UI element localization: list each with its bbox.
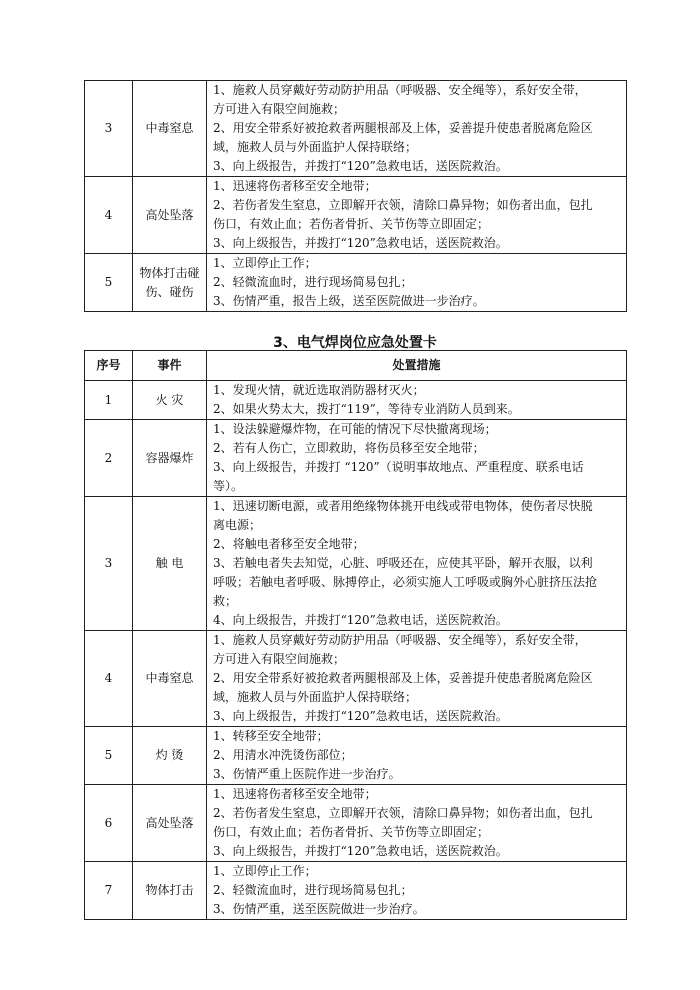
measure-line: 2、若有人伤亡，立即救助，将伤员移至安全地带； xyxy=(213,441,485,455)
row-event: 高处坠落 xyxy=(133,785,207,862)
measure-line: 域，施救人员与外面监护人保持联络； xyxy=(213,140,418,154)
measure-line: 2、轻微流血时，进行现场简易包扎； xyxy=(213,275,413,289)
measure-line: 3、向上级报告，并拨打“120”急救电话，送医院救治。 xyxy=(213,236,508,250)
measure-line: 3、伤情严重上医院作进一步治疗。 xyxy=(213,767,401,781)
continued-emergency-table xyxy=(84,80,627,312)
row-event: 物体打击碰伤、碰伤 xyxy=(133,254,207,312)
measure-line: 2、若伤者发生窒息，立即解开衣领，清除口鼻异物；如伤者出血，包扎 xyxy=(213,806,593,820)
row-measures xyxy=(207,631,627,727)
measure-line: 1、迅速将伤者移至安全地带； xyxy=(213,787,377,801)
measure-line: 1、迅速将伤者移至安全地带； xyxy=(213,179,377,193)
row-measures xyxy=(207,420,627,497)
measure-line: 2、将触电者移至安全地带； xyxy=(213,537,365,551)
table-row xyxy=(85,81,627,177)
header-no: 序号 xyxy=(85,351,133,381)
measure-line: 救； xyxy=(213,594,238,608)
row-number: 3 xyxy=(85,81,133,177)
measure-line: 等）。 xyxy=(213,479,244,493)
table-row xyxy=(85,177,627,254)
row-measures xyxy=(207,497,627,631)
welding-emergency-table xyxy=(84,350,627,920)
row-number: 6 xyxy=(85,785,133,862)
row-number: 4 xyxy=(85,631,133,727)
measure-line: 2、用安全带系好被抢救者两腿根部及上体，妥善提升使患者脱离危险区 xyxy=(213,121,593,135)
measure-line: 2、轻微流血时，进行现场简易包扎； xyxy=(213,883,413,897)
measure-line: 3、伤情严重，送至医院做进一步治疗。 xyxy=(213,902,425,916)
row-event: 物体打击 xyxy=(133,862,207,920)
measure-line: 2、用清水冲洗烫伤部位； xyxy=(213,748,353,762)
row-event: 中毒窒息 xyxy=(133,631,207,727)
row-event: 触 电 xyxy=(133,497,207,631)
table-row xyxy=(85,631,627,727)
table-row xyxy=(85,862,627,920)
header-measures: 处置措施 xyxy=(207,351,627,381)
measure-line: 1、发现火情，就近选取消防器材灭火； xyxy=(213,383,425,397)
measure-line: 3、向上级报告，并拨打“120”急救电话，送医院救治。 xyxy=(213,844,508,858)
measure-line: 离电源； xyxy=(213,518,262,532)
table-row xyxy=(85,727,627,785)
measure-line: 3、向上级报告，并拨打“120”急救电话，送医院救治。 xyxy=(213,709,508,723)
measure-line: 4、向上级报告，并拨打“120”急救电话，送医院救治。 xyxy=(213,613,508,627)
table-header-row xyxy=(85,351,627,381)
row-event: 高处坠落 xyxy=(133,177,207,254)
row-number: 1 xyxy=(85,381,133,420)
header-event: 事件 xyxy=(133,351,207,381)
measure-line: 3、若触电者失去知觉，心脏、呼吸还在，应使其平卧，解开衣服，以利 xyxy=(213,556,593,570)
measure-line: 3、伤情严重，报告上级，送至医院做进一步治疗。 xyxy=(213,294,485,308)
row-number: 5 xyxy=(85,727,133,785)
measure-line: 1、施救人员穿戴好劳动防护用品（呼吸器、安全绳等），系好安全带， xyxy=(213,83,587,97)
measure-line: 1、施救人员穿戴好劳动防护用品（呼吸器、安全绳等），系好安全带， xyxy=(213,633,587,647)
row-number: 7 xyxy=(85,862,133,920)
measure-line: 2、若伤者发生窒息，立即解开衣领，清除口鼻异物；如伤者出血，包扎 xyxy=(213,198,593,212)
row-event: 灼 烫 xyxy=(133,727,207,785)
measure-line: 伤口，有效止血；若伤者骨折、关节伤等立即固定； xyxy=(213,217,490,231)
row-measures xyxy=(207,862,627,920)
measure-line: 域，施救人员与外面监护人保持联络； xyxy=(213,690,418,704)
row-event: 容器爆炸 xyxy=(133,420,207,497)
row-measures xyxy=(207,254,627,312)
row-event: 火 灾 xyxy=(133,381,207,420)
row-measures xyxy=(207,177,627,254)
measure-line: 呼吸；若触电者呼吸、脉搏停止，必须实施人工呼吸或胸外心脏挤压法抢 xyxy=(213,575,598,589)
card-title: 3、电气焊岗位应急处置卡 xyxy=(273,335,437,351)
measure-line: 1、迅速切断电源，或者用绝缘物体挑开电线或带电物体，使伤者尽快脱 xyxy=(213,499,593,513)
measure-line: 3、向上级报告，并拨打“120”急救电话，送医院救治。 xyxy=(213,159,508,173)
table-row xyxy=(85,785,627,862)
measure-line: 2、如果火势太大，拨打“119”，等待专业消防人员到来。 xyxy=(213,402,520,416)
row-event: 中毒窒息 xyxy=(133,81,207,177)
row-number: 2 xyxy=(85,420,133,497)
row-measures xyxy=(207,785,627,862)
table-row xyxy=(85,254,627,312)
measure-line: 1、立即停止工作； xyxy=(213,256,317,270)
row-number: 3 xyxy=(85,497,133,631)
row-number: 5 xyxy=(85,254,133,312)
row-number: 4 xyxy=(85,177,133,254)
measure-line: 2、用安全带系好被抢救者两腿根部及上体，妥善提升使患者脱离危险区 xyxy=(213,671,593,685)
measure-line: 3、向上级报告，并拨打 “120”（说明事故地点、严重程度、联系电话 xyxy=(213,460,584,474)
table-row xyxy=(85,420,627,497)
table-row xyxy=(85,381,627,420)
measure-line: 1、设法躲避爆炸物，在可能的情况下尽快撤离现场； xyxy=(213,422,497,436)
row-measures xyxy=(207,81,627,177)
row-measures xyxy=(207,381,627,420)
measure-line: 伤口，有效止血；若伤者骨折、关节伤等立即固定； xyxy=(213,825,490,839)
main-table-body xyxy=(85,381,627,920)
continued-table-body xyxy=(85,81,627,312)
row-measures xyxy=(207,727,627,785)
measure-line: 1、转移至安全地带； xyxy=(213,729,329,743)
measure-line: 1、立即停止工作； xyxy=(213,864,317,878)
table-row xyxy=(85,497,627,631)
measure-line: 方可进入有限空间施救； xyxy=(213,652,346,666)
measure-line: 方可进入有限空间施救； xyxy=(213,102,346,116)
